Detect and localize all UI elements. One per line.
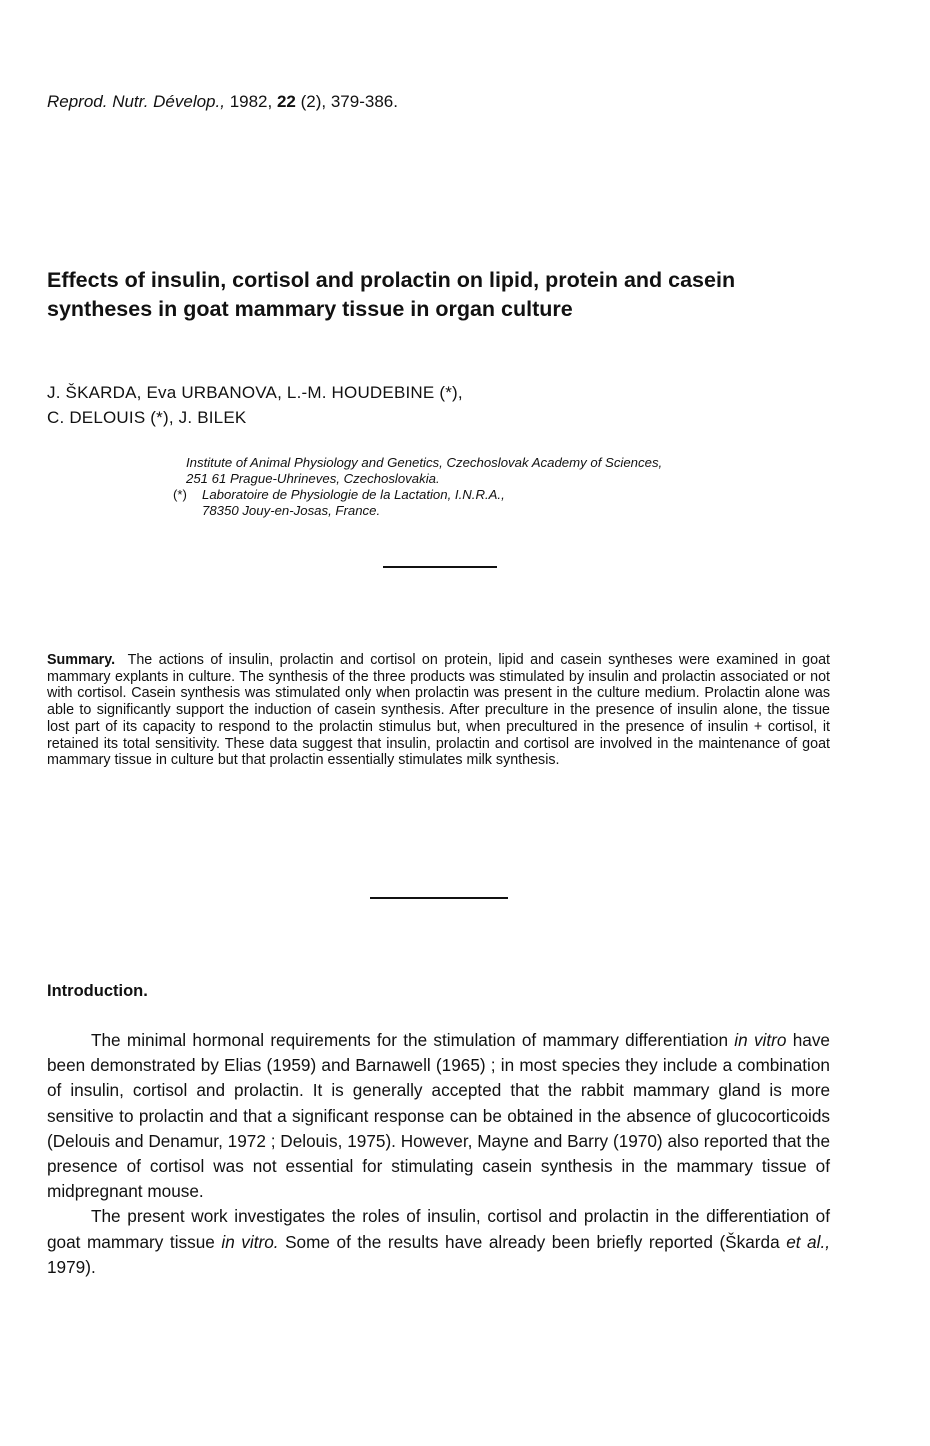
summary-block: [47, 652, 830, 769]
paper-title: Effects of insulin, cortisol and prolactin on lipid, protein and casein syntheses in goat mammary tissue in organ culture: [47, 268, 736, 321]
affiliation-2-line-1: Laboratoire de Physiologie de la Lactation, I.N.R.A.,: [202, 487, 505, 502]
author-line-1: J. ŠKARDA, Eva URBANOVA, L.-M. HOUDEBINE (*),: [47, 383, 463, 402]
journal-year: 1982,: [229, 92, 273, 111]
journal-issue-pages: (2), 379-386.: [300, 92, 398, 111]
affiliation-1-line-2: 251 61 Prague-Uhrineves, Czechoslovakia.: [186, 471, 440, 486]
summary-label: Summary.: [47, 652, 116, 668]
affiliation-1-line-1: Institute of Animal Physiology and Genetics, Czechoslovak Academy of Sciences,: [186, 455, 663, 470]
journal-volume: 22: [276, 92, 296, 111]
divider-rule: [370, 897, 508, 899]
paragraph-text: Some of the results have already been briefly reported (Škarda: [285, 1231, 780, 1252]
paragraph-italic: in vitro: [734, 1030, 787, 1050]
paragraph-text: have been demonstrated by Elias (1959) and Barnawell (1965) ; in most species they include a combination of insulin, cortisol and prolactin. It is generally accepted that the rabbit mammary gland is more sensitive to prolactin and that a significant response can be obtained in the absence of glucocorticoids (Delouis and Denamur, 1972 ; Delouis, 1975). However, Mayne and Barry (1970) also reported that the presence of cortisol was not essential for stimulating casein synthesis in the mammary tissue of midpregnant mouse.: [47, 1030, 830, 1202]
paragraph: [47, 1028, 830, 1204]
affiliations: [173, 455, 846, 519]
journal-name: Reprod. Nutr. Dévelop.,: [47, 92, 225, 111]
paragraph: [47, 1204, 830, 1280]
divider-rule: [383, 566, 497, 568]
journal-citation: [47, 92, 398, 112]
section-heading: Introduction.: [47, 982, 148, 1000]
author-list: [47, 380, 463, 430]
author-line-2: C. DELOUIS (*), J. BILEK: [47, 408, 247, 427]
paragraph-italic: in vitro.: [221, 1231, 279, 1252]
introduction-body: [47, 1028, 830, 1280]
affiliation-2-mark: (*): [173, 487, 187, 502]
affiliation-2-line-2: 78350 Jouy-en-Josas, France.: [202, 503, 381, 518]
paragraph-italic: et al.,: [786, 1231, 830, 1252]
summary-text: The actions of insulin, prolactin and cortisol on protein, lipid and casein syntheses were examined in goat mammary explants in culture. The synthesis of the three products was stimulated by insulin and prolactin associated or not with cortisol. Casein synthesis was stimulated only when prolactin was present in the culture medium. Prolactin alone was able to significantly support the induction of casein synthesis. After preculture in the presence of insulin alone, the tissue lost part of its capacity to respond to the prolactin stimulus but, when precultured in the presence of insulin + cortisol, it retained its total sensitivity. These data suggest that insulin, prolactin and cortisol are involved in the maintenance of goat mammary tissue in culture but that prolactin essentially stimulates milk synthesis.: [47, 652, 831, 769]
paragraph-text: 1979).: [47, 1256, 96, 1277]
paragraph-text: The minimal hormonal requirements for the stimulation of mammary differentiation: [91, 1030, 729, 1050]
paragraph-text: The present work investigates the roles of insulin, cortisol and prolactin in the differentiation of goat mammary tissue: [47, 1206, 830, 1252]
